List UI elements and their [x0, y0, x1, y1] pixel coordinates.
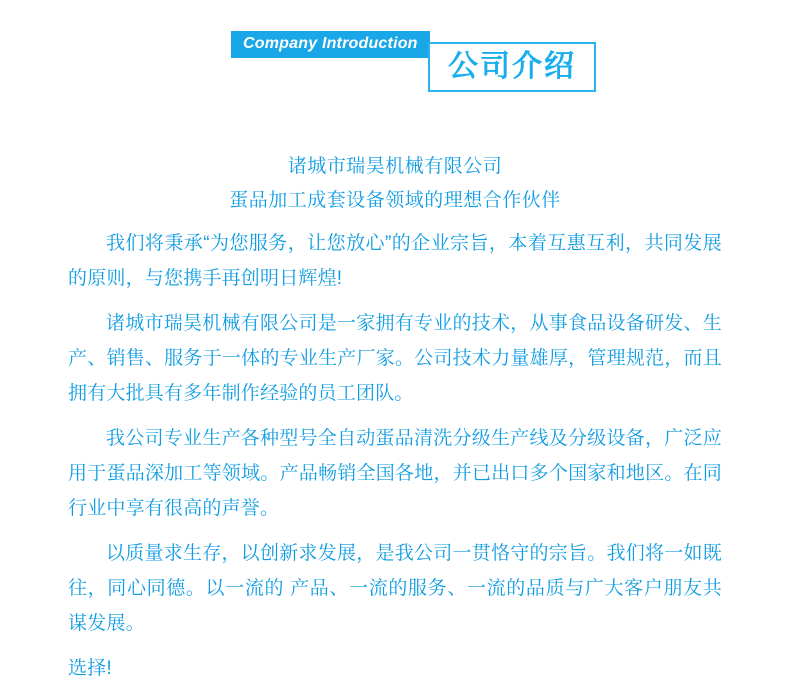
paragraph-1: 我们将秉承“为您服务，让您放心”的企业宗旨，本着互惠互利，共同发展的原则，与您携手再创明日辉煌!	[68, 233, 722, 289]
introduction-content	[0, 150, 790, 686]
company-name: 诸城市瑞昊机械有限公司	[287, 156, 503, 177]
paragraph-5: 选择!	[68, 658, 112, 679]
spacer	[0, 218, 790, 226]
spacer	[0, 526, 790, 536]
spacer	[0, 296, 790, 306]
header-english-badge: Company Introduction	[231, 31, 430, 58]
page-title: 公司介绍	[448, 50, 576, 83]
page-header	[0, 0, 790, 120]
company-tagline: 蛋品加工成套设备领域的理想合作伙伴	[229, 190, 561, 211]
paragraph-2: 诸城市瑞昊机械有限公司是一家拥有专业的技术，从事食品设备研发、生产、销售、服务于一体的专业生产厂家。公司技术力量雄厚，管理规范，而且拥有大批具有多年制作经验的员工团队。	[68, 313, 722, 404]
paragraph-4: 以质量求生存，以创新求发展，是我公司一贯恪守的宗旨。我们将一如既往，同心同德。以一流的 产品、一流的服务、一流的品质与广大客户朋友共谋发展。	[68, 543, 722, 634]
paragraph-3: 我公司专业生产各种型号全自动蛋品清洗分级生产线及分级设备，广泛应用于蛋品深加工等领域。产品畅销全国各地，并已出口多个国家和地区。在同行业中享有很高的声誉。	[68, 428, 722, 519]
spacer	[0, 411, 790, 421]
spacer	[0, 641, 790, 651]
